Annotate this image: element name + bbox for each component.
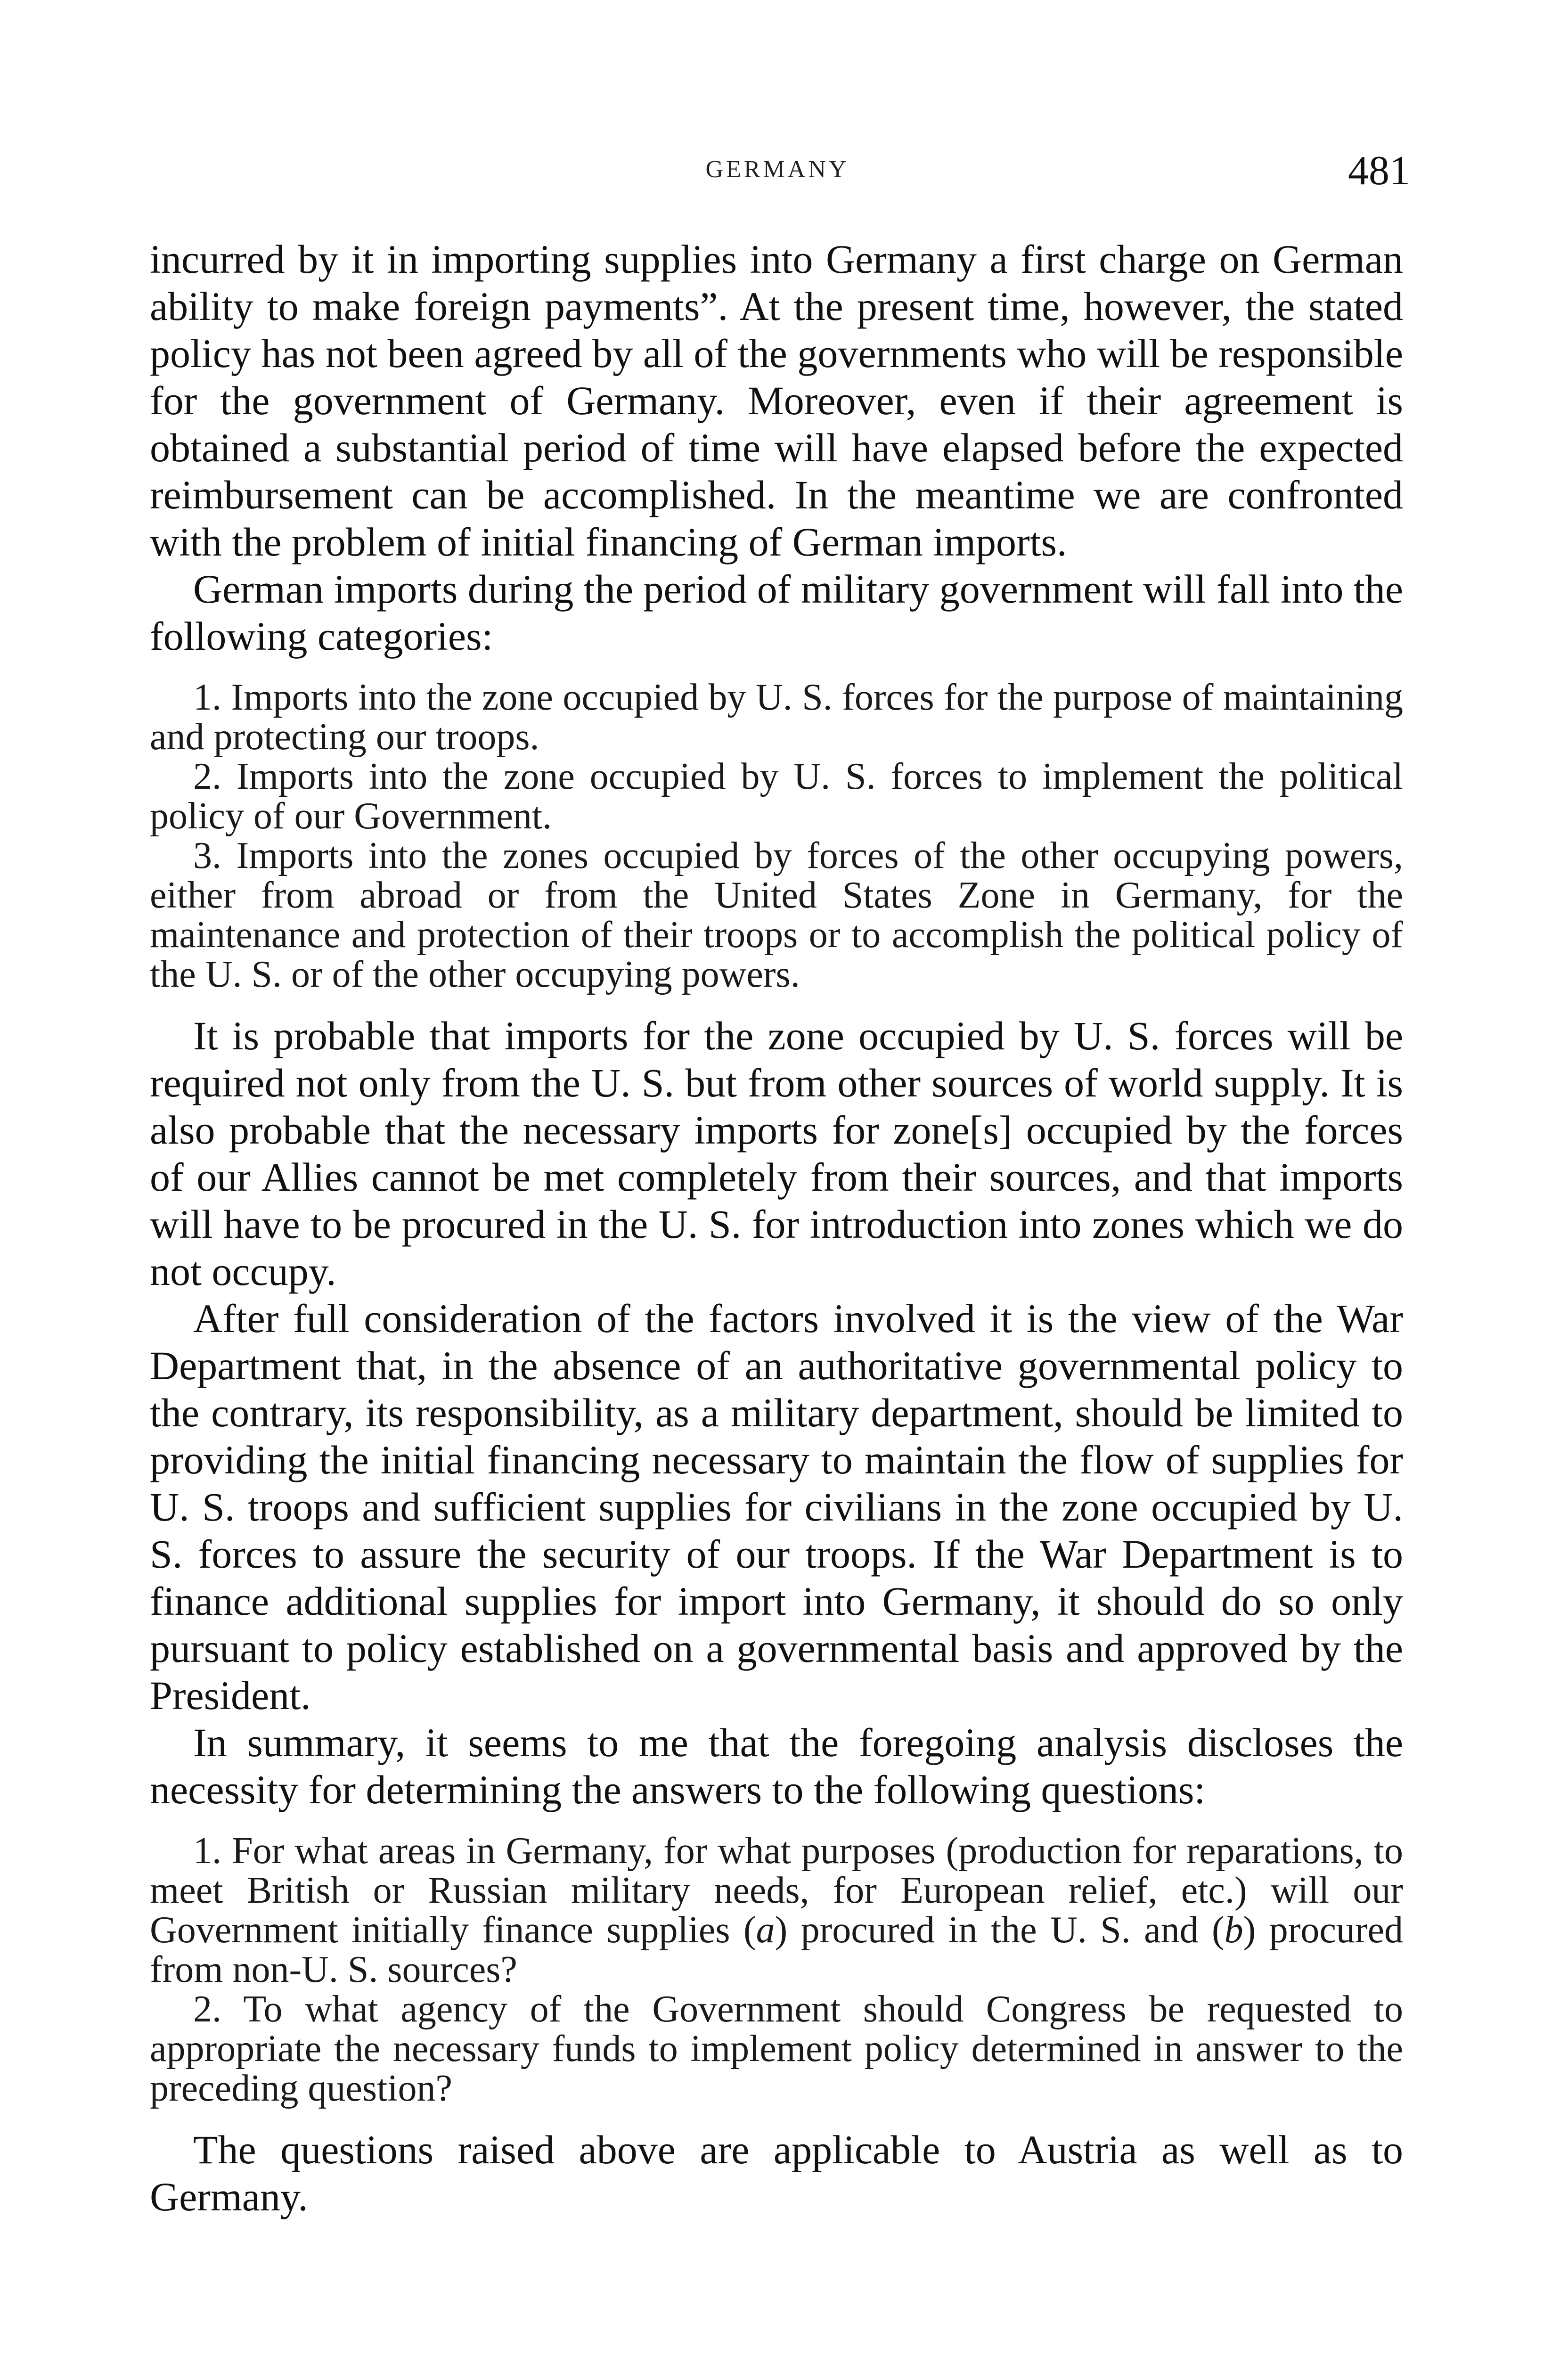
question-1-text: 1. For what areas in Germany, for what purposes (production for reparations, to meet British or Russian military needs, for European relief, etc.) will our Government initially finance supplies (a) procured in the U. S. and (b) procured from non-U. S. sources? xyxy=(150,1830,1404,1990)
paragraph-import-categories-intro: German imports during the period of military government will fall into the following categories: xyxy=(150,566,1403,659)
paragraph-continuation: incurred by it in importing supplies into Germany a first charge on German ability to make foreign payments”. At the present time, however, the stated policy has not been agreed by all of the governments who will be responsible for the government of Germany. Moreover, even if their agreement is obtained a substantial period of time will have elapsed before the expected reimbursement can be accomplished. In the meantime we are confronted with the problem of initial financing of German imports. xyxy=(150,237,1403,564)
body-text xyxy=(150,236,1403,2220)
list-item xyxy=(150,1831,1403,1989)
page-number: 481 xyxy=(1348,148,1410,194)
paragraph-war-department-view: After full consideration of the factors involved it is the view of the War Department that, in the absence of an authoritative governmental policy to the contrary, its responsibility, as a military department, should be limited to providing the initial financing necessary to maintain the flow of supplies for U. S. troops and sufficient supplies for civilians in the zone occupied by U. S. forces to assure the security of our troops. If the War Department is to finance additional supplies for import into Germany, it should do so only pursuant to policy established on a governmental basis and approved by the President. xyxy=(150,1296,1403,1718)
paragraph-summary: In summary, it seems to me that the foregoing analysis discloses the necessity for determining the answers to the following questions: xyxy=(150,1720,1403,1812)
import-categories-list xyxy=(150,678,1403,994)
list-item: 2. To what agency of the Government should Congress be requested to appropriate the necessary funds to implement policy determined in answer to the preceding question? xyxy=(150,1988,1403,2109)
list-item: 2. Imports into the zone occupied by U. S. forces to implement the political policy of our Government. xyxy=(150,756,1403,837)
list-item: 3. Imports into the zones occupied by forces of the other occupying powers, either from abroad or from the United States Zone in Germany, for the maintenance and protection of their troops or to accomplish the political policy of the U. S. or of the other occupying powers. xyxy=(150,835,1403,995)
questions-list xyxy=(150,1831,1403,2108)
running-head: GERMANY xyxy=(705,156,849,183)
paragraph-probable-imports: It is probable that imports for the zone occupied by U. S. forces will be required not only from the U. S. but from other sources of world supply. It is also probable that the necessary imports for zone[s] occupied by the forces of our Allies cannot be met completely from their sources, and that imports will have to be procured in the U. S. for introduction into zones which we do not occupy. xyxy=(150,1013,1403,1294)
list-item: 1. Imports into the zone occupied by U. S. forces for the purpose of maintaining and protecting our troops. xyxy=(150,677,1403,758)
paragraph-closing: The questions raised above are applicable to Austria as well as to Germany. xyxy=(150,2127,1403,2219)
